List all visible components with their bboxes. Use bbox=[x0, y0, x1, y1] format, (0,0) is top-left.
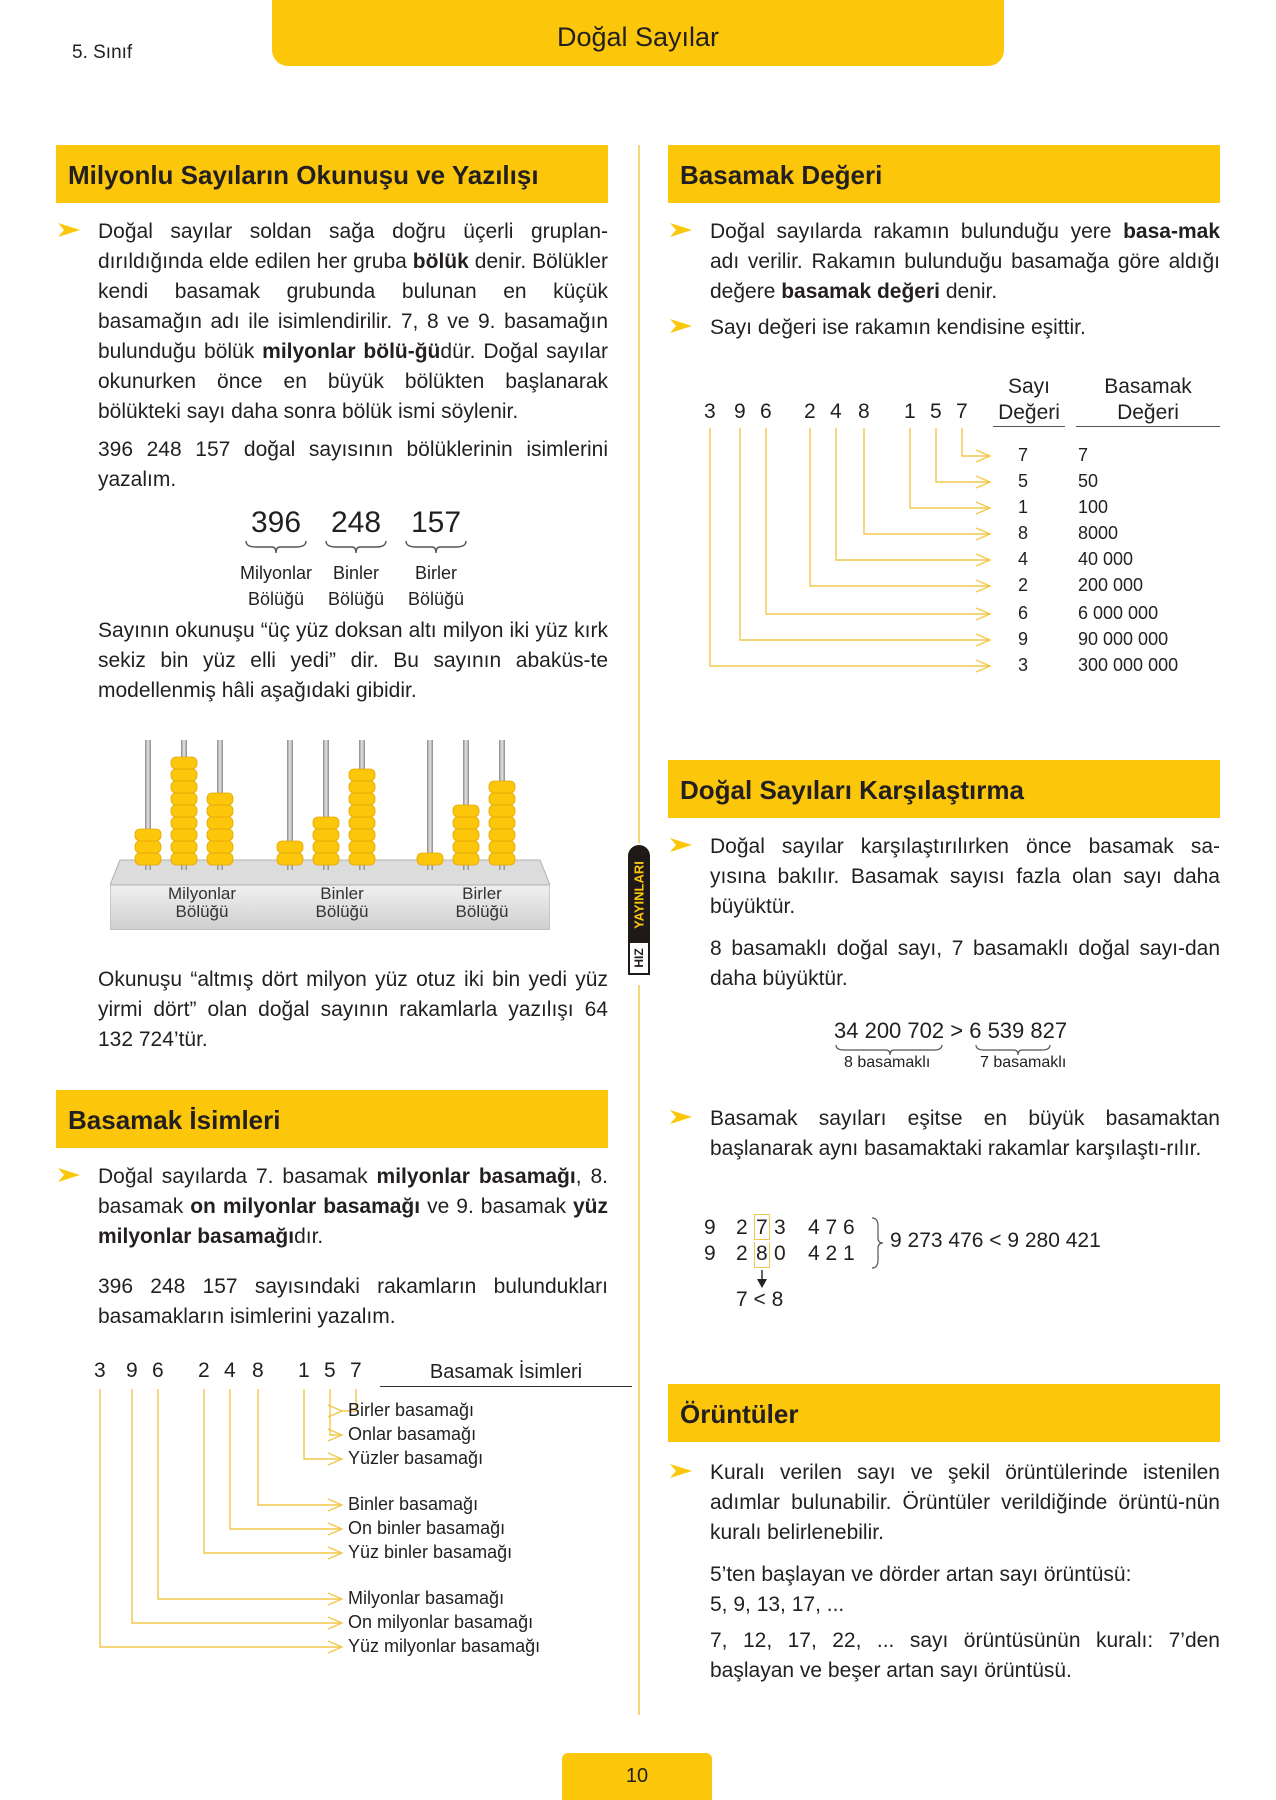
section-basamak-isimleri bbox=[56, 1090, 608, 1332]
section-title: Milyonlu Sayıların Okunuşu ve Yazılışı bbox=[56, 145, 608, 203]
bullet-arrow-icon bbox=[56, 221, 82, 239]
digit: 2 bbox=[198, 1359, 210, 1382]
digit-count-comparison bbox=[834, 1018, 1094, 1078]
grade-label: 5. Sınıf bbox=[72, 42, 133, 63]
place-name: Binler basamağı bbox=[348, 1494, 479, 1514]
digit: 7 bbox=[956, 400, 968, 423]
digit-value: 9 bbox=[1018, 629, 1029, 649]
definition-paragraph: Doğal sayılar karşılaştırılırken önce basamak sa-yısına bakılır. Basamak sayısı fazla olan sayı daha büyüktür. bbox=[668, 832, 1220, 922]
definition-paragraph: Doğal sayılarda 7. basamak milyonlar basamağı, 8. basamak on milyonlar basamağı ve 9. basamak yüz milyonlar basamağıdır. bbox=[56, 1162, 608, 1252]
column-header-sayi-degeri: Sayı Değeri bbox=[993, 374, 1065, 427]
column-divider bbox=[638, 145, 640, 843]
period-groups-diagram bbox=[236, 506, 476, 616]
digit-count-label: 8 basamaklı bbox=[844, 1054, 931, 1071]
section-karsilastirma bbox=[668, 760, 1220, 994]
reading-paragraph: Sayının okunuşu “üç yüz doksan altı milyon iki yüz kırk sekiz bin yüz elli yedi” dir. Bu sayının abaküs-te modellenmiş hâli aşağıdaki gibidir. bbox=[98, 619, 608, 702]
digit: 9 bbox=[734, 400, 746, 423]
section-title: Basamak Değeri bbox=[668, 145, 1220, 203]
example-intro: 396 248 157 doğal sayısının bölüklerinin isimlerini yazalım. bbox=[98, 438, 608, 491]
place-value: 100 bbox=[1078, 497, 1109, 517]
bullet-arrow-icon bbox=[668, 221, 694, 239]
place-value: 8000 bbox=[1078, 523, 1119, 543]
digit-count-label: 7 basamaklı bbox=[980, 1054, 1067, 1071]
svg-text:Bölüğü: Bölüğü bbox=[315, 902, 369, 921]
column-divider bbox=[638, 985, 640, 1715]
highlight-box bbox=[754, 1214, 770, 1240]
digit: 3 bbox=[704, 400, 716, 423]
place-name: On milyonlar basamağı bbox=[348, 1612, 534, 1632]
publisher-logo bbox=[628, 845, 650, 975]
place-value: 6 000 000 bbox=[1078, 603, 1159, 623]
digit-value: 1 bbox=[1018, 497, 1029, 517]
bullet-arrow-icon bbox=[56, 1166, 82, 1184]
bullet-arrow-icon bbox=[668, 1108, 694, 1126]
digit-value: 5 bbox=[1018, 471, 1029, 491]
place-value: 40 000 bbox=[1078, 549, 1134, 569]
group-label: Milyonlar Bölüğü bbox=[239, 563, 313, 609]
example-paragraph: 8 basamaklı doğal sayı, 7 basamaklı doğal sayı-dan daha büyüktür. bbox=[710, 937, 1220, 990]
same-digit-count-comparison: 9 2 7 3 4 7 6 9 2 8 0 4 2 1 9 273 476 < 9 280 421 7 < 8 bbox=[704, 1216, 1101, 1311]
digit: 3 bbox=[94, 1359, 106, 1382]
digit-value: 7 bbox=[1018, 445, 1029, 465]
place-value: 300 000 000 bbox=[1078, 655, 1179, 675]
svg-text:Milyonlar: Milyonlar bbox=[167, 884, 237, 903]
svg-text:Binler: Binler bbox=[320, 884, 364, 903]
publisher-name: YAYINLARI bbox=[631, 861, 647, 929]
digit-value: 6 bbox=[1018, 603, 1029, 623]
place-value: 200 000 bbox=[1078, 575, 1144, 595]
column-header-basamak-degeri: Basamak Değeri bbox=[1076, 374, 1220, 427]
unit-title: Doğal Sayılar bbox=[556, 22, 720, 52]
place-name: Yüz milyonlar basamağı bbox=[348, 1636, 541, 1656]
brace-icon bbox=[324, 540, 388, 554]
abacus-illustration bbox=[110, 735, 550, 930]
group-label: Binler Bölüğü bbox=[327, 563, 385, 609]
definition-paragraph: Basamak sayıları eşitse en büyük basamaktan başlanarak aynı basamaktaki rakamlar karşılaştı-rılır. bbox=[668, 1104, 1220, 1164]
place-value: 7 bbox=[1078, 445, 1089, 465]
digit: 9 bbox=[126, 1359, 138, 1382]
arrow-down-icon bbox=[754, 1270, 770, 1290]
section-title: Örüntüler bbox=[668, 1384, 1220, 1442]
place-name: Onlar basamağı bbox=[348, 1424, 477, 1444]
number-left: 34 200 702 bbox=[834, 1018, 945, 1043]
pattern-example: 5’ten başlayan ve dörder artan sayı örüntüsü: 5, 9, 13, 17, ... bbox=[710, 1563, 1132, 1616]
page-number-tab bbox=[562, 1753, 712, 1800]
group-number: 157 bbox=[410, 506, 462, 539]
unit-title-tab bbox=[272, 0, 1004, 66]
group-number: 248 bbox=[330, 506, 382, 539]
example-intro: 396 248 157 sayısındaki rakamların bulundukları basamakların isimlerini yazalım. bbox=[98, 1275, 608, 1328]
place-name: Yüz binler basamağı bbox=[348, 1542, 513, 1562]
definition-paragraph: Kuralı verilen sayı ve şekil örüntülerinde istenilen adımlar bulunabilir. Örüntüler verildiğinde örüntü-nün kuralı belirlenebilir. bbox=[668, 1458, 1220, 1548]
bullet-arrow-icon bbox=[668, 1462, 694, 1480]
column-header: Basamak İsimleri bbox=[380, 1361, 632, 1387]
bullet-arrow-icon bbox=[668, 836, 694, 854]
digit: 6 bbox=[760, 400, 772, 423]
svg-text:Bölüğü: Bölüğü bbox=[175, 902, 229, 921]
abacus-graphic bbox=[110, 735, 550, 930]
comparison-result: 9 273 476 < 9 280 421 bbox=[890, 1229, 1101, 1252]
example-paragraph: Okunuşu “altmış dört milyon yüz otuz iki bin yedi yüz yirmi dört” olan doğal sayının rakamlarla yazılışı 64 132 724’tür. bbox=[98, 968, 608, 1051]
brace-icon bbox=[244, 540, 308, 554]
comparison-operator: > bbox=[950, 1018, 964, 1043]
definition-paragraph: Sayı değeri ise rakamın kendisine eşittir. bbox=[668, 313, 1220, 343]
digit: 7 bbox=[350, 1359, 362, 1382]
publisher-mark: HIZ bbox=[632, 948, 646, 968]
digit-value: 8 bbox=[1018, 523, 1029, 543]
place-name: Milyonlar basamağı bbox=[348, 1588, 505, 1608]
bullet-arrow-icon bbox=[668, 317, 694, 335]
digit: 8 bbox=[252, 1359, 264, 1382]
brace-icon bbox=[404, 540, 468, 554]
pattern-rule: 7, 12, 17, 22, ... sayı örüntüsünün kuralı: 7’den başlayan ve beşer artan sayı örüntüsü. bbox=[710, 1629, 1220, 1682]
digit: 8 bbox=[858, 400, 870, 423]
place-names-diagram bbox=[90, 1355, 630, 1695]
digit: 6 bbox=[152, 1359, 164, 1382]
section-title: Basamak İsimleri bbox=[56, 1090, 608, 1148]
digit-value: 4 bbox=[1018, 549, 1029, 569]
section-title: Doğal Sayıları Karşılaştırma bbox=[668, 760, 1220, 818]
digit: 1 bbox=[298, 1359, 310, 1382]
place-value: 90 000 000 bbox=[1078, 629, 1169, 649]
place-value-diagram bbox=[700, 370, 1220, 690]
definition-paragraph: Doğal sayılar soldan sağa doğru üçerli gruplan-dırıldığında elde edilen her gruba bölük denir. Bölükler kendi basamak grubunda bulunan en küçük basamağın adı ile isimlendirilir. 7, 8 ve 9. basamağın bulunduğu bölük milyonlar bölü-ğüdür. Doğal sayılar okunurken önce en büyük bölükten başlanarak bölükteki sayı daha sonra bölük ismi söylenir. bbox=[56, 217, 608, 427]
place-value: 50 bbox=[1078, 471, 1099, 491]
definition-paragraph: Doğal sayılarda rakamın bulunduğu yere basa-mak adı verilir. Rakamın bulunduğu basamağa göre aldığı değere basamak değeri denir. bbox=[668, 217, 1220, 307]
section-oruntuler bbox=[668, 1384, 1220, 1686]
digit: 4 bbox=[830, 400, 842, 423]
svg-text:Birler: Birler bbox=[462, 884, 502, 903]
section-milyonlu-sayilar bbox=[56, 145, 608, 495]
number-right: 6 539 827 bbox=[969, 1018, 1068, 1043]
brace-icon bbox=[870, 1216, 884, 1270]
place-name: On binler basamağı bbox=[348, 1518, 506, 1538]
digit-value: 2 bbox=[1018, 575, 1029, 595]
digit: 5 bbox=[324, 1359, 336, 1382]
group-number: 396 bbox=[250, 506, 302, 539]
highlight-box bbox=[754, 1242, 770, 1268]
digit: 2 bbox=[804, 400, 816, 423]
place-name: Yüzler basamağı bbox=[348, 1448, 484, 1468]
digit-value: 3 bbox=[1018, 655, 1029, 675]
svg-text:Bölüğü: Bölüğü bbox=[455, 902, 509, 921]
digit-comparison: 7 < 8 bbox=[736, 1288, 784, 1311]
place-name: Birler basamağı bbox=[348, 1400, 475, 1420]
digit: 1 bbox=[904, 400, 916, 423]
section-basamak-degeri bbox=[668, 145, 1220, 343]
digit: 5 bbox=[930, 400, 942, 423]
group-label: Birler Bölüğü bbox=[407, 563, 465, 609]
digit: 4 bbox=[224, 1359, 236, 1382]
page-number: 10 bbox=[625, 1765, 649, 1787]
